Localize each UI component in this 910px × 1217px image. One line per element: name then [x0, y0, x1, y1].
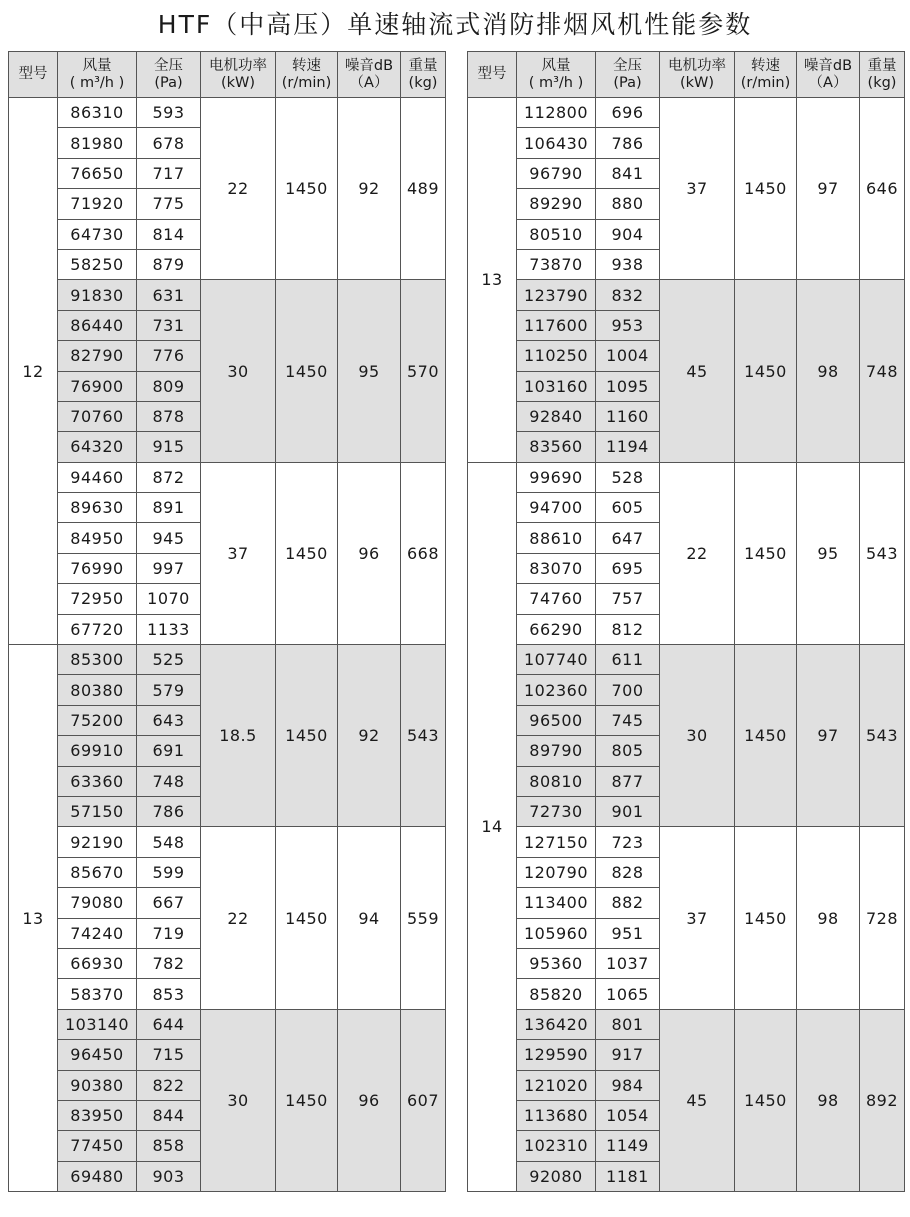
airflow-cell: 83070	[517, 553, 596, 583]
noise-cell: 92	[338, 645, 401, 827]
table-row	[468, 462, 905, 492]
airflow-cell: 107740	[517, 645, 596, 675]
airflow-cell: 103140	[58, 1009, 137, 1039]
pressure-cell: 776	[137, 341, 201, 371]
pressure-cell: 786	[137, 796, 201, 826]
table-row	[468, 645, 905, 675]
power-cell: 45	[660, 1009, 735, 1191]
airflow-cell: 64730	[58, 219, 137, 249]
speed-cell: 1450	[276, 98, 338, 280]
airflow-cell: 123790	[517, 280, 596, 310]
pressure-cell: 643	[137, 705, 201, 735]
pressure-cell: 901	[596, 796, 660, 826]
noise-cell: 97	[797, 98, 860, 280]
power-cell: 37	[201, 462, 276, 644]
weight-cell: 728	[860, 827, 905, 1009]
airflow-cell: 58250	[58, 249, 137, 279]
airflow-cell: 94700	[517, 493, 596, 523]
airflow-cell: 105960	[517, 918, 596, 948]
pressure-cell: 528	[596, 462, 660, 492]
pressure-cell: 1004	[596, 341, 660, 371]
weight-cell: 892	[860, 1009, 905, 1191]
airflow-cell: 58370	[58, 979, 137, 1009]
pressure-cell: 917	[596, 1040, 660, 1070]
header-speed: 转速 (r/min)	[735, 52, 797, 98]
pressure-cell: 631	[137, 280, 201, 310]
speed-cell: 1450	[276, 1009, 338, 1191]
airflow-cell: 85820	[517, 979, 596, 1009]
airflow-cell: 120790	[517, 857, 596, 887]
pressure-cell: 878	[137, 401, 201, 431]
header-pressure: 全压 (Pa)	[137, 52, 201, 98]
airflow-cell: 89630	[58, 493, 137, 523]
header-weight: 重量 (kg)	[860, 52, 905, 98]
header-model: 型号	[9, 52, 58, 98]
airflow-cell: 127150	[517, 827, 596, 857]
speed-cell: 1450	[276, 462, 338, 644]
airflow-cell: 76990	[58, 553, 137, 583]
noise-cell: 98	[797, 1009, 860, 1191]
power-cell: 37	[660, 827, 735, 1009]
airflow-cell: 83950	[58, 1100, 137, 1130]
model-cell: 12	[9, 98, 58, 645]
airflow-cell: 76650	[58, 158, 137, 188]
pressure-cell: 696	[596, 98, 660, 128]
pressure-cell: 814	[137, 219, 201, 249]
pressure-cell: 915	[137, 432, 201, 462]
pressure-cell: 1194	[596, 432, 660, 462]
pressure-cell: 731	[137, 310, 201, 340]
noise-cell: 92	[338, 98, 401, 280]
header-power: 电机功率 (kW)	[201, 52, 276, 98]
speed-cell: 1450	[735, 827, 797, 1009]
noise-cell: 98	[797, 827, 860, 1009]
left-spec-table	[8, 51, 446, 1192]
airflow-cell: 96790	[517, 158, 596, 188]
table-row	[468, 1009, 905, 1039]
airflow-cell: 129590	[517, 1040, 596, 1070]
table-row	[9, 98, 446, 128]
airflow-cell: 84950	[58, 523, 137, 553]
pressure-cell: 745	[596, 705, 660, 735]
pressure-cell: 1095	[596, 371, 660, 401]
pressure-cell: 872	[137, 462, 201, 492]
pressure-cell: 605	[596, 493, 660, 523]
noise-cell: 95	[797, 462, 860, 644]
airflow-cell: 102310	[517, 1131, 596, 1161]
airflow-cell: 113400	[517, 888, 596, 918]
speed-cell: 1450	[735, 280, 797, 462]
weight-cell: 559	[401, 827, 446, 1009]
weight-cell: 646	[860, 98, 905, 280]
airflow-cell: 102360	[517, 675, 596, 705]
airflow-cell: 92080	[517, 1161, 596, 1191]
pressure-cell: 809	[137, 371, 201, 401]
speed-cell: 1450	[735, 98, 797, 280]
pressure-cell: 841	[596, 158, 660, 188]
pressure-cell: 882	[596, 888, 660, 918]
pressure-cell: 715	[137, 1040, 201, 1070]
power-cell: 37	[660, 98, 735, 280]
model-cell: 13	[468, 98, 517, 463]
pressure-cell: 786	[596, 128, 660, 158]
pressure-cell: 997	[137, 553, 201, 583]
model-cell: 14	[468, 462, 517, 1191]
airflow-cell: 86440	[58, 310, 137, 340]
pressure-cell: 700	[596, 675, 660, 705]
airflow-cell: 66930	[58, 948, 137, 978]
airflow-cell: 106430	[517, 128, 596, 158]
airflow-cell: 96500	[517, 705, 596, 735]
noise-cell: 95	[338, 280, 401, 462]
power-cell: 18.5	[201, 645, 276, 827]
pressure-cell: 844	[137, 1100, 201, 1130]
weight-cell: 543	[860, 645, 905, 827]
table-row	[9, 280, 446, 310]
pressure-cell: 1160	[596, 401, 660, 431]
header-weight: 重量 (kg)	[401, 52, 446, 98]
pressure-cell: 1037	[596, 948, 660, 978]
model-cell: 13	[9, 645, 58, 1192]
weight-cell: 570	[401, 280, 446, 462]
pressure-cell: 1133	[137, 614, 201, 644]
pressure-cell: 723	[596, 827, 660, 857]
header-row	[468, 52, 905, 98]
pressure-cell: 1065	[596, 979, 660, 1009]
power-cell: 30	[660, 645, 735, 827]
pressure-cell: 579	[137, 675, 201, 705]
speed-cell: 1450	[276, 645, 338, 827]
airflow-cell: 95360	[517, 948, 596, 978]
pressure-cell: 525	[137, 645, 201, 675]
airflow-cell: 121020	[517, 1070, 596, 1100]
airflow-cell: 80380	[58, 675, 137, 705]
airflow-cell: 110250	[517, 341, 596, 371]
pressure-cell: 832	[596, 280, 660, 310]
pressure-cell: 801	[596, 1009, 660, 1039]
airflow-cell: 90380	[58, 1070, 137, 1100]
weight-cell: 607	[401, 1009, 446, 1191]
speed-cell: 1450	[735, 462, 797, 644]
pressure-cell: 945	[137, 523, 201, 553]
noise-cell: 94	[338, 827, 401, 1009]
airflow-cell: 81980	[58, 128, 137, 158]
airflow-cell: 86310	[58, 98, 137, 128]
airflow-cell: 92840	[517, 401, 596, 431]
airflow-cell: 85670	[58, 857, 137, 887]
pressure-cell: 828	[596, 857, 660, 887]
pressure-cell: 748	[137, 766, 201, 796]
page-title: HTF（中高压）单速轴流式消防排烟风机性能参数	[157, 10, 753, 39]
pressure-cell: 880	[596, 189, 660, 219]
airflow-cell: 92190	[58, 827, 137, 857]
pressure-cell: 1181	[596, 1161, 660, 1191]
pressure-cell: 782	[137, 948, 201, 978]
weight-cell: 668	[401, 462, 446, 644]
airflow-cell: 74240	[58, 918, 137, 948]
pressure-cell: 1054	[596, 1100, 660, 1130]
table-row	[9, 462, 446, 492]
airflow-cell: 71920	[58, 189, 137, 219]
header-pressure: 全压 (Pa)	[596, 52, 660, 98]
power-cell: 30	[201, 1009, 276, 1191]
airflow-cell: 96450	[58, 1040, 137, 1070]
airflow-cell: 99690	[517, 462, 596, 492]
pressure-cell: 644	[137, 1009, 201, 1039]
pressure-cell: 611	[596, 645, 660, 675]
airflow-cell: 117600	[517, 310, 596, 340]
airflow-cell: 85300	[58, 645, 137, 675]
pressure-cell: 858	[137, 1131, 201, 1161]
pressure-cell: 879	[137, 249, 201, 279]
table-row	[9, 827, 446, 857]
airflow-cell: 136420	[517, 1009, 596, 1039]
airflow-cell: 72950	[58, 584, 137, 614]
airflow-cell: 77450	[58, 1131, 137, 1161]
airflow-cell: 67720	[58, 614, 137, 644]
power-cell: 22	[201, 98, 276, 280]
speed-cell: 1450	[276, 827, 338, 1009]
pressure-cell: 757	[596, 584, 660, 614]
pressure-cell: 984	[596, 1070, 660, 1100]
pressure-cell: 903	[137, 1161, 201, 1191]
pressure-cell: 904	[596, 219, 660, 249]
airflow-cell: 63360	[58, 766, 137, 796]
airflow-cell: 69910	[58, 736, 137, 766]
airflow-cell: 88610	[517, 523, 596, 553]
header-row	[9, 52, 446, 98]
pressure-cell: 812	[596, 614, 660, 644]
speed-cell: 1450	[735, 1009, 797, 1191]
table-row	[9, 1009, 446, 1039]
airflow-cell: 69480	[58, 1161, 137, 1191]
weight-cell: 543	[860, 462, 905, 644]
header-model: 型号	[468, 52, 517, 98]
airflow-cell: 73870	[517, 249, 596, 279]
airflow-cell: 94460	[58, 462, 137, 492]
pressure-cell: 695	[596, 553, 660, 583]
pressure-cell: 667	[137, 888, 201, 918]
airflow-cell: 72730	[517, 796, 596, 826]
table-row	[9, 645, 446, 675]
pressure-cell: 691	[137, 736, 201, 766]
speed-cell: 1450	[276, 280, 338, 462]
pressure-cell: 953	[596, 310, 660, 340]
noise-cell: 96	[338, 462, 401, 644]
airflow-cell: 113680	[517, 1100, 596, 1130]
pressure-cell: 593	[137, 98, 201, 128]
airflow-cell: 112800	[517, 98, 596, 128]
pressure-cell: 951	[596, 918, 660, 948]
header-noise: 噪音dB （A）	[338, 52, 401, 98]
pressure-cell: 877	[596, 766, 660, 796]
airflow-cell: 70760	[58, 401, 137, 431]
airflow-cell: 80510	[517, 219, 596, 249]
weight-cell: 489	[401, 98, 446, 280]
pressure-cell: 853	[137, 979, 201, 1009]
airflow-cell: 75200	[58, 705, 137, 735]
header-power: 电机功率 (kW)	[660, 52, 735, 98]
power-cell: 30	[201, 280, 276, 462]
noise-cell: 97	[797, 645, 860, 827]
airflow-cell: 89790	[517, 736, 596, 766]
airflow-cell: 83560	[517, 432, 596, 462]
airflow-cell: 64320	[58, 432, 137, 462]
pressure-cell: 647	[596, 523, 660, 553]
pressure-cell: 822	[137, 1070, 201, 1100]
pressure-cell: 548	[137, 827, 201, 857]
airflow-cell: 103160	[517, 371, 596, 401]
header-airflow: 风量 ( m³/h )	[517, 52, 596, 98]
power-cell: 45	[660, 280, 735, 462]
pressure-cell: 719	[137, 918, 201, 948]
pressure-cell: 1070	[137, 584, 201, 614]
pressure-cell: 891	[137, 493, 201, 523]
pressure-cell: 775	[137, 189, 201, 219]
power-cell: 22	[660, 462, 735, 644]
airflow-cell: 79080	[58, 888, 137, 918]
table-row	[468, 280, 905, 310]
speed-cell: 1450	[735, 645, 797, 827]
airflow-cell: 66290	[517, 614, 596, 644]
header-speed: 转速 (r/min)	[276, 52, 338, 98]
pressure-cell: 717	[137, 158, 201, 188]
header-airflow: 风量 ( m³/h )	[58, 52, 137, 98]
airflow-cell: 57150	[58, 796, 137, 826]
noise-cell: 98	[797, 280, 860, 462]
airflow-cell: 89290	[517, 189, 596, 219]
pressure-cell: 599	[137, 857, 201, 887]
airflow-cell: 82790	[58, 341, 137, 371]
airflow-cell: 76900	[58, 371, 137, 401]
table-row	[468, 98, 905, 128]
table-row	[468, 827, 905, 857]
airflow-cell: 91830	[58, 280, 137, 310]
airflow-cell: 74760	[517, 584, 596, 614]
pressure-cell: 1149	[596, 1131, 660, 1161]
pressure-cell: 805	[596, 736, 660, 766]
pressure-cell: 938	[596, 249, 660, 279]
header-noise: 噪音dB （A）	[797, 52, 860, 98]
pressure-cell: 678	[137, 128, 201, 158]
weight-cell: 748	[860, 280, 905, 462]
right-spec-table	[467, 51, 905, 1192]
airflow-cell: 80810	[517, 766, 596, 796]
power-cell: 22	[201, 827, 276, 1009]
weight-cell: 543	[401, 645, 446, 827]
noise-cell: 96	[338, 1009, 401, 1191]
